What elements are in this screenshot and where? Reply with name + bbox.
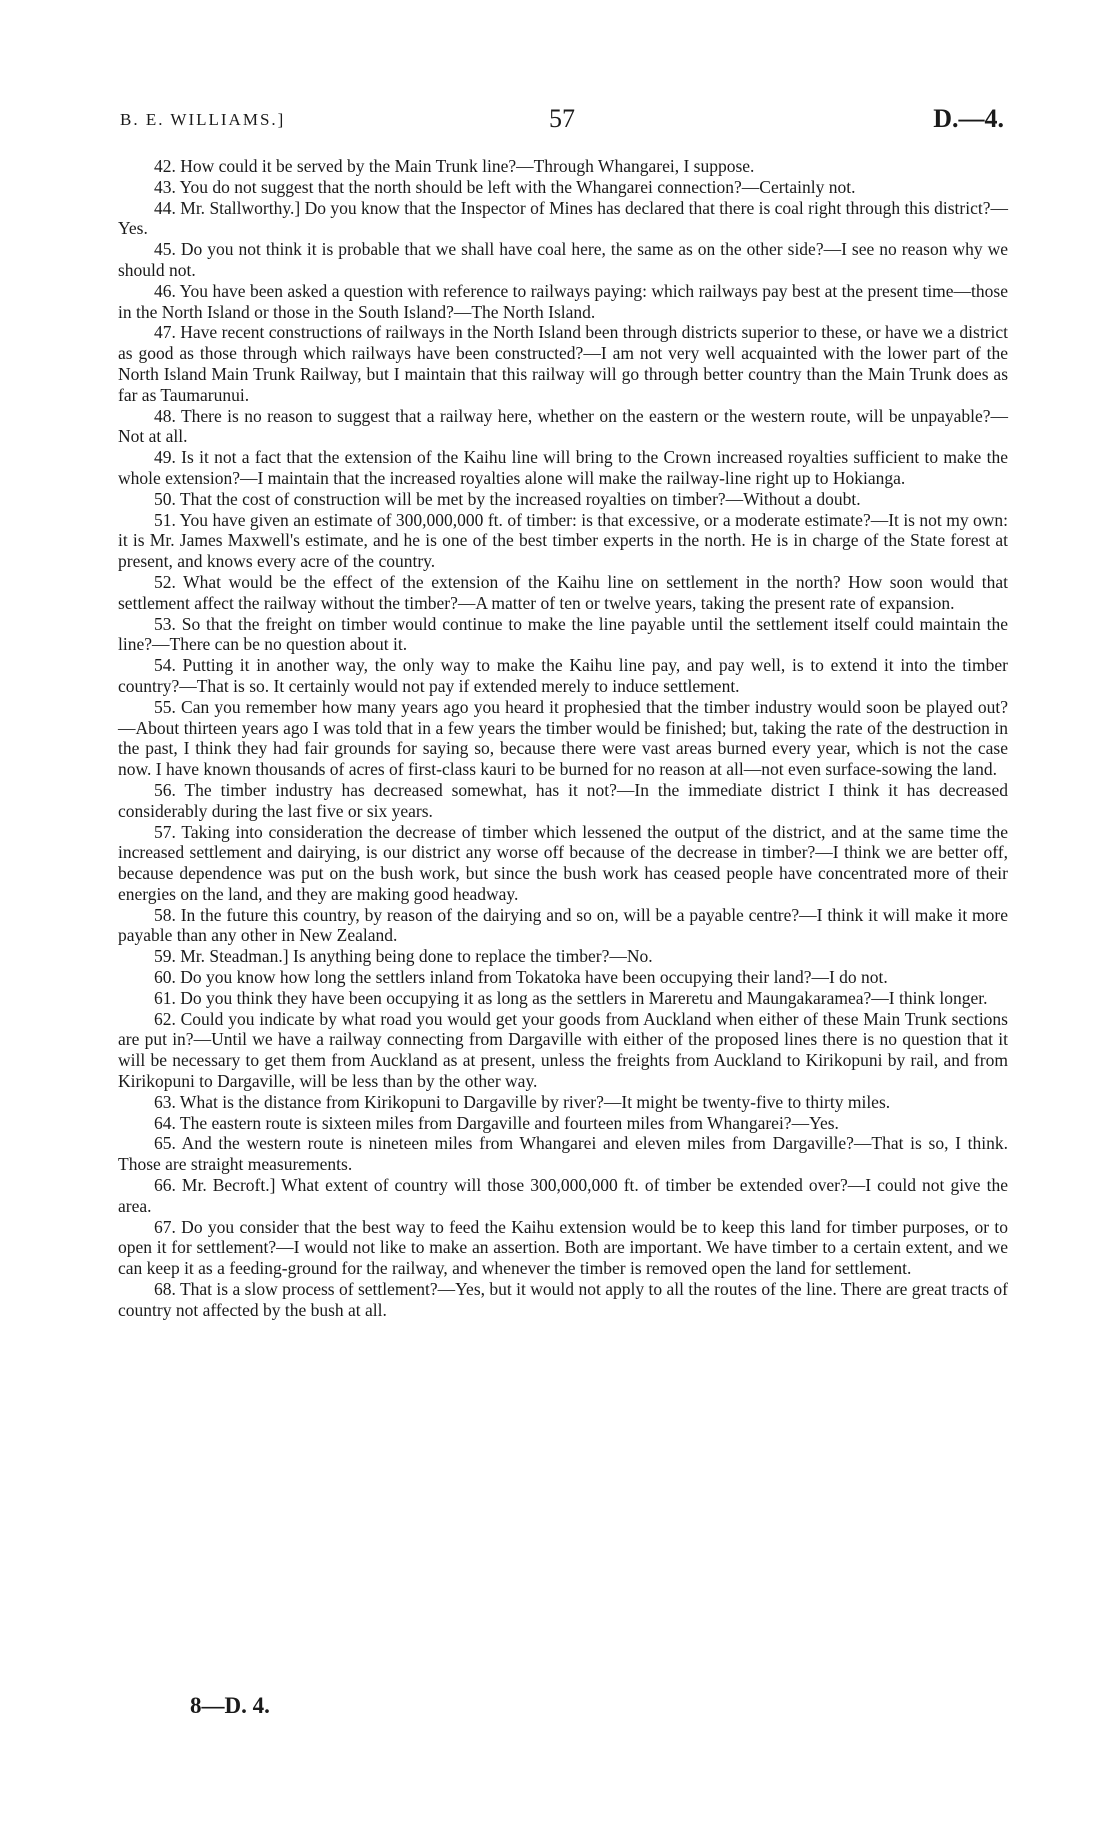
question-46: 46. You have been asked a question with reference to railways paying: which railways pay best at the present time—those in the North Island or those in the South Island?—The North Island. xyxy=(118,280,1008,322)
question-44: 44. Mr. Stallworthy.] Do you know that the Inspector of Mines has declared that there is coal right through this district?—Yes. xyxy=(118,197,1008,239)
question-64: 64. The eastern route is sixteen miles from Dargaville and fourteen miles from Whangarei?—Yes. xyxy=(154,1112,839,1133)
question-43: 43. You do not suggest that the north should be left with the Whangarei connection?—Certainly not. xyxy=(154,176,856,197)
question-63: 63. What is the distance from Kirikopuni to Dargaville by river?—It might be twenty-five to thirty miles. xyxy=(154,1091,891,1112)
question-55: 55. Can you remember how many years ago you heard it prophesied that the timber industry would soon be played out?—About thirteen years ago I was told that in a few years the timber would be finished; but, taking the rate of the destruction in the past, I think they had fair grounds for saying so, because there were vast areas burned every year, which is not the case now. I have known thousands of acres of first-class kauri to be burned for no reason at all—not even surface-sowing the land. xyxy=(118,696,1008,780)
question-58: 58. In the future this country, by reason of the dairying and so on, will be a payable centre?—I think it will make it more payable than any other in New Zealand. xyxy=(118,904,1008,946)
question-59: 59. Mr. Steadman.] Is anything being done to replace the timber?—No. xyxy=(154,946,653,967)
question-57: 57. Taking into consideration the decrease of timber which lessened the output of the district, and at the same time the increased settlement and dairying, is our district any worse off because of the decrease in timber?—I think we are better off, because dependence was put on the bush work, but since the bush work has ceased people have concentrated more of their energies on the land, and they are making good headway. xyxy=(118,821,1008,904)
question-48: 48. There is no reason to suggest that a railway here, whether on the eastern or the western route, will be unpayable?—Not at all. xyxy=(118,405,1008,447)
page-header xyxy=(120,104,1004,142)
question-45: 45. Do you not think it is probable that we shall have coal here, the same as on the other side?—I see no reason why we should not. xyxy=(118,239,1008,280)
question-51: 51. You have given an estimate of 300,000,000 ft. of timber: is that excessive, or a moderate estimate?—It is not my own: it is Mr. James Maxwell's estimate, and he is one of the best timber experts in the north. He is in charge of the State forest at present, and knows every acre of the country. xyxy=(118,509,1008,572)
question-67: 67. Do you consider that the best way to feed the Kaihu extension would be to keep this land for timber purposes, or to open it for settlement?—I would not like to make an assertion. Both are important. We have timber to a certain extent, and we can keep it as a feeding-ground for the railway, and whenever the timber is removed open the land for settlement. xyxy=(118,1216,1008,1279)
document-reference: D.—4. xyxy=(933,104,1004,133)
question-60: 60. Do you know how long the settlers inland from Tokatoka have been occupying their land?—I do not. xyxy=(154,967,888,988)
question-42: 42. How could it be served by the Main Trunk line?—Through Whangarei, I suppose. xyxy=(154,156,755,176)
question-61: 61. Do you think they have been occupying it as long as the settlers in Mareretu and Maungakaramea?—I think longer. xyxy=(154,987,988,1008)
question-54: 54. Putting it in another way, the only way to make the Kaihu line pay, and pay well, is to extend it into the timber country?—That is so. It certainly would not pay if extended merely to induce settlement. xyxy=(118,655,1008,696)
testimony-body xyxy=(118,156,1008,1321)
question-47: 47. Have recent constructions of railways in the North Island been through districts superior to these, or have we a district as good as those through which railways have been constructed?—I am not very well acquainted with the lower part of the North Island Main Trunk Railway, but I maintain that this railway will go through better country than the Main Trunk does as far as Taumarunui. xyxy=(118,322,1008,405)
question-62: 62. Could you indicate by what road you would get your goods from Auckland when either of these Main Trunk sections are put in?—Until we have a railway connecting from Dargaville with either of the proposed lines there is no question that it will be necessary to get them from Auckland as at present, unless the freights from Auckland to Kirikopuni by rail, and from Kirikopuni to Dargaville, will be less than by the other way. xyxy=(118,1008,1008,1092)
question-52: 52. What would be the effect of the extension of the Kaihu line on settlement in the north? How soon would that settlement affect the railway without the timber?—A matter of ten or twelve years, taking the present rate of expansion. xyxy=(118,571,1008,613)
question-49: 49. Is it not a fact that the extension of the Kaihu line will bring to the Crown increased royalties sufficient to make the whole extension?—I maintain that the increased royalties alone will make the railway-line right up to Hokianga. xyxy=(118,447,1008,488)
signature-mark: 8—D. 4. xyxy=(190,1693,270,1718)
question-50: 50. That the cost of construction will be met by the increased royalties on timber?—Without a doubt. xyxy=(154,488,861,509)
question-65: 65. And the western route is nineteen miles from Whangarei and eleven miles from Dargaville?—That is so, I think. Those are straight measurements. xyxy=(118,1133,1008,1175)
question-66: 66. Mr. Becroft.] What extent of country will those 300,000,000 ft. of timber be extended over?—I could not give the area. xyxy=(118,1175,1008,1216)
witness-name: B. E. WILLIAMS.] xyxy=(120,110,286,129)
question-53: 53. So that the freight on timber would continue to make the line payable until the settlement itself could maintain the line?—There can be no question about it. xyxy=(118,613,1008,655)
page-number: 57 xyxy=(549,104,575,133)
question-68: 68. That is a slow process of settlement?—Yes, but it would not apply to all the routes of the line. There are great tracts of country not affected by the bush at all. xyxy=(118,1279,1008,1320)
question-56: 56. The timber industry has decreased somewhat, has it not?—In the immediate district I think it has decreased considerably during the last five or six years. xyxy=(118,779,1008,821)
